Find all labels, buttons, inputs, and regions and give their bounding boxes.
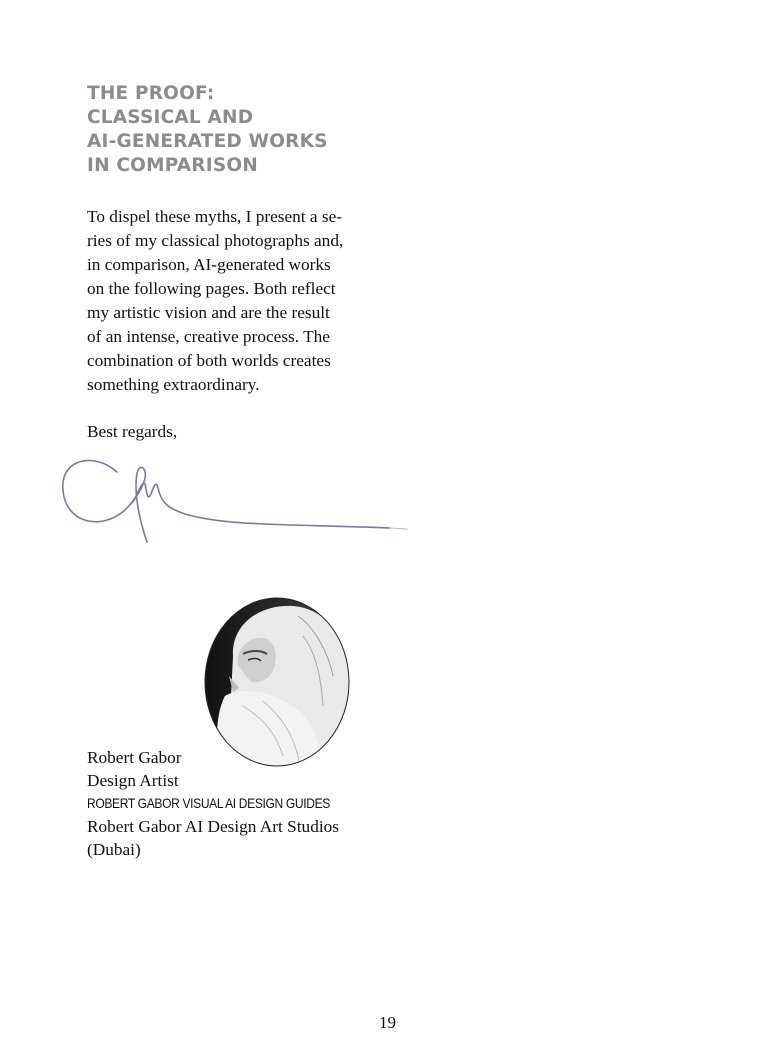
body-line: something extraordinary. <box>87 375 260 394</box>
body-line: in comparison, AI-generated works <box>87 255 331 274</box>
author-series: ROBERT GABOR VISUAL AI DESIGN GUIDES <box>87 795 330 811</box>
heading-line: CLASSICAL AND <box>87 107 254 128</box>
body-line: on the following pages. Both reflect <box>87 279 336 298</box>
heading-line: IN COMPARISON <box>87 155 258 176</box>
body-line: To dispel these myths, I present a se- <box>87 207 343 226</box>
closing-text: Best regards, <box>87 422 178 441</box>
page-number: 19 <box>379 1013 396 1032</box>
author-name: Robert Gabor <box>87 748 182 767</box>
author-block <box>87 746 407 861</box>
heading-line: THE PROOF: <box>87 83 215 104</box>
body-line: of an intense, creative process. The <box>87 327 330 346</box>
body-line: ries of my classical photographs and, <box>87 231 344 250</box>
body-line: combination of both worlds creates <box>87 351 331 370</box>
section-heading <box>87 82 407 178</box>
handwritten-signature <box>55 450 415 550</box>
body-paragraph <box>87 205 387 397</box>
author-portrait <box>203 596 351 768</box>
author-studio: Robert Gabor AI Design Art Studios <box>87 817 340 836</box>
author-title: Design Artist <box>87 771 179 790</box>
heading-line: AI-GENERATED WORKS <box>87 131 328 152</box>
body-line: my artistic vision and are the result <box>87 303 330 322</box>
author-location: (Dubai) <box>87 840 141 859</box>
